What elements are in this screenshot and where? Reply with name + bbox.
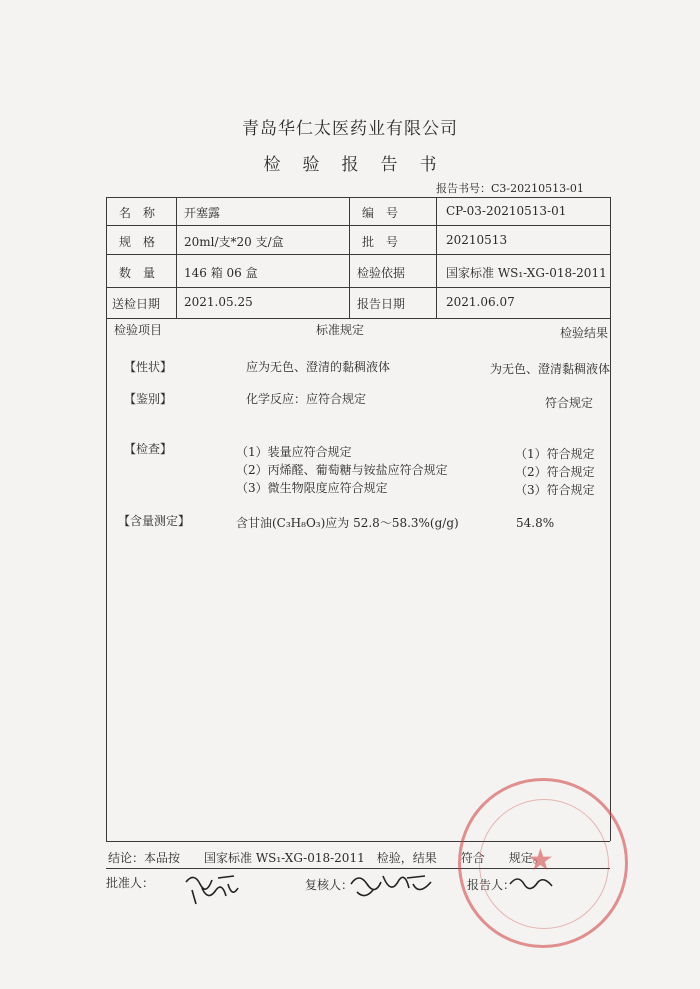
quantity-value: 146 箱 06 盒	[184, 266, 258, 280]
table-line	[610, 197, 611, 318]
inspection-label: 【检查】	[124, 442, 173, 456]
spec-label: 规 格	[119, 235, 156, 249]
appearance-label: 【性状】	[124, 360, 173, 374]
table-line	[106, 287, 610, 288]
appearance-standard: 应为无色、澄清的黏稠液体	[246, 360, 391, 374]
table-line	[106, 197, 610, 198]
date-sent-value: 2021.05.25	[184, 295, 253, 309]
inspection-standard-3: （3）微生物限度应符合规定	[236, 481, 388, 495]
approver-label: 批准人：	[106, 876, 155, 890]
inspection-result-2: （2）符合规定	[515, 465, 595, 479]
company-name: 青岛华仁太医药业有限公司	[242, 119, 458, 139]
quantity-label: 数 量	[119, 266, 156, 280]
inspection-standard-2: （2）丙烯醛、葡萄糖与铵盐应符合规定	[236, 463, 448, 477]
table-line	[106, 225, 610, 226]
code-value: CP-03-20210513-01	[446, 204, 567, 218]
reviewer-signature	[347, 866, 437, 902]
name-value: 开塞露	[184, 206, 221, 220]
reviewer-label: 复核人：	[305, 878, 354, 892]
table-line	[349, 197, 350, 318]
assay-label: 【含量测定】	[118, 514, 191, 528]
batch-label: 批 号	[362, 235, 399, 249]
assay-standard: 含甘油(C₃H₈O₃)应为 52.8～58.3%(g/g)	[236, 516, 459, 530]
assay-result: 54.8%	[516, 516, 555, 530]
identification-result: 符合规定	[545, 396, 594, 410]
name-label: 名 称	[119, 206, 156, 220]
report-number: 报告书号：C3-20210513-01	[436, 182, 584, 195]
reporter-label: 报告人：	[467, 878, 516, 892]
date-report-value: 2021.06.07	[446, 295, 515, 309]
conclusion-text: 结论：本品按 国家标准 WS₁-XG-018-2011 检验，结果 符合 规定。	[108, 851, 545, 865]
item-header: 检验项目	[114, 323, 163, 337]
table-line	[106, 197, 107, 318]
inspection-standard-1: （1）装量应符合规定	[236, 445, 352, 459]
basis-label: 检验依据	[357, 266, 406, 280]
date-report-label: 报告日期	[357, 297, 406, 311]
document-title: 检验报告书	[263, 155, 459, 175]
date-sent-label: 送检日期	[112, 297, 161, 311]
table-line	[106, 254, 610, 255]
appearance-result: 为无色、澄清黏稠液体	[490, 362, 611, 376]
code-label: 编 号	[362, 206, 399, 220]
table-line	[176, 197, 177, 318]
table-line	[106, 318, 610, 319]
inspection-result-1: （1）符合规定	[515, 447, 595, 461]
approver-signature	[182, 868, 242, 908]
inspection-result-3: （3）符合规定	[515, 483, 595, 497]
batch-value: 20210513	[446, 233, 508, 247]
frame-line	[106, 318, 107, 841]
identification-standard: 化学反应：应符合规定	[246, 392, 367, 406]
identification-label: 【鉴别】	[124, 392, 173, 406]
inspection-stamp	[458, 778, 628, 948]
table-line	[436, 197, 437, 318]
standard-header: 标准规定	[316, 323, 365, 337]
spec-value: 20ml/支*20 支/盒	[184, 235, 284, 249]
star-icon: ★	[527, 843, 554, 878]
result-header: 检验结果	[560, 326, 609, 340]
basis-value: 国家标准 WS₁-XG-018-2011	[446, 266, 607, 280]
frame-line	[610, 318, 611, 841]
